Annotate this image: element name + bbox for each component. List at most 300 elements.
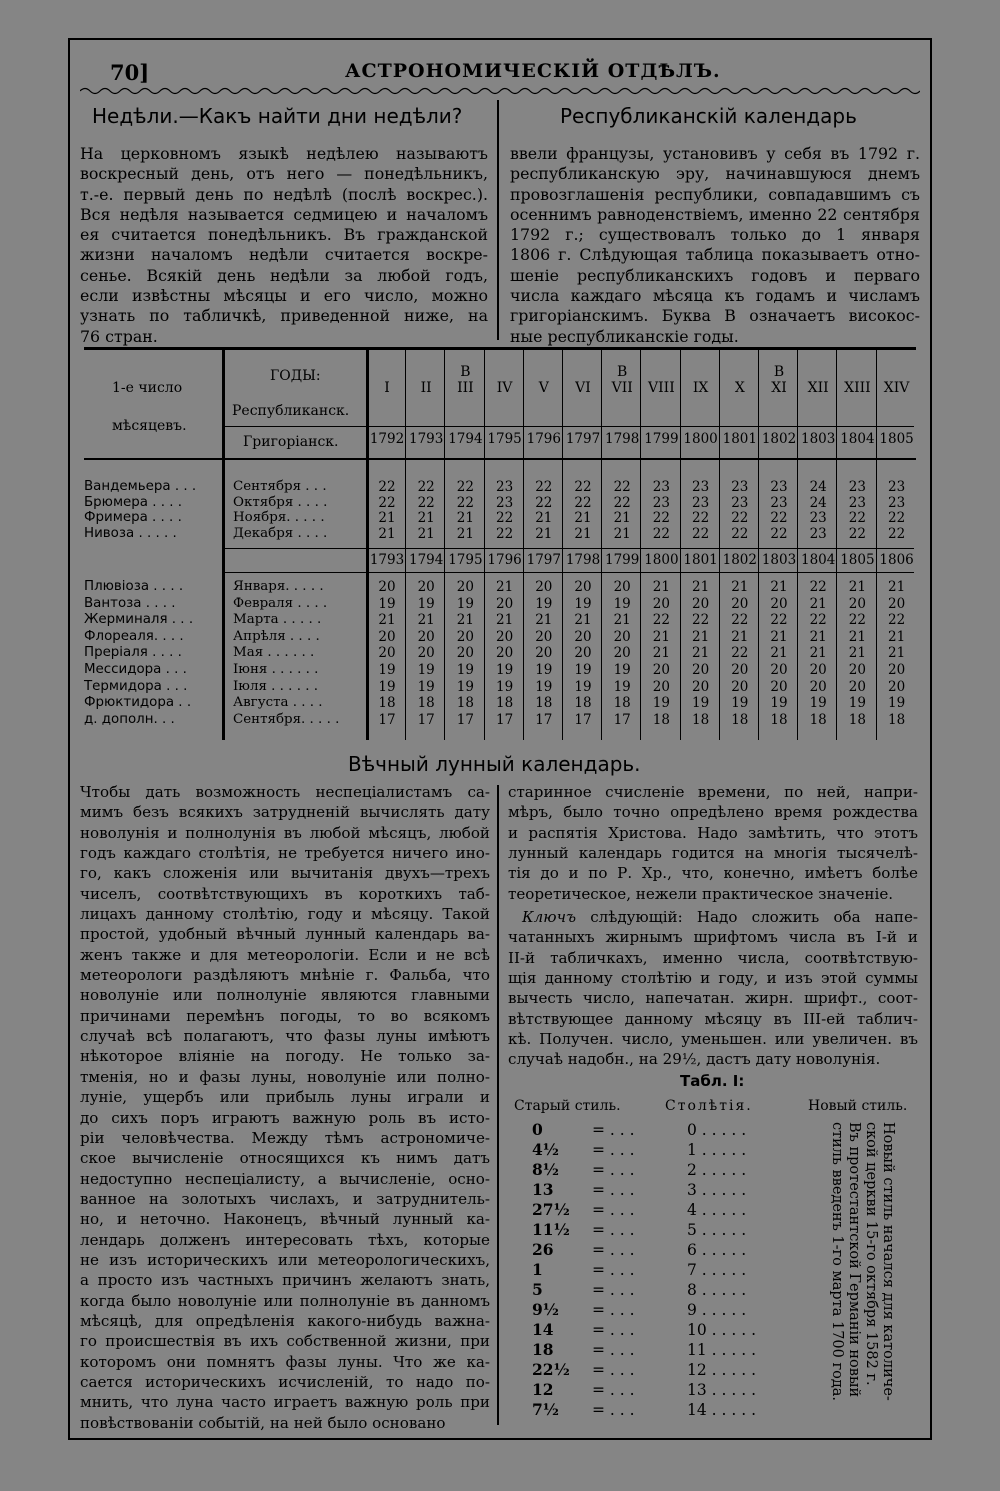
table-cell: 20 [574,628,592,645]
table-cell: 20 [456,579,474,595]
table-cell: 21 [613,525,631,542]
table-cell: 20 [848,678,866,695]
table-cell: 22 [496,510,514,526]
lunar-left-line: повѣствованіи событій, на ней было основано [80,1413,446,1432]
year-row-rule [224,548,914,549]
table-cell: 22 [378,494,396,511]
table-cell: 21 [496,579,514,595]
republ-label: Республиканск. [232,403,350,419]
table-cell: 22 [731,645,749,662]
table-cell: 22 [809,612,827,629]
old-style-value: 5 [532,1280,543,1299]
roman-year: VI [575,380,591,396]
table-cell: 18 [770,711,788,728]
table-cell: 21 [692,628,710,645]
table-cell: 21 [574,525,592,542]
lunar-left-line: тменія, но и фазы луны, новолуніе или полно- [80,1067,490,1086]
lunar-left-line: не изъ историческихъ или метеорологическихъ, [80,1250,490,1269]
republican-month: Брюмера . . . . [84,494,183,510]
year-cell: 1802 [722,552,757,568]
lunar-left-line: новолуніе или полнолуніе являются главными [80,986,490,1005]
gregorian-month: Ноября. . . . . [233,510,325,525]
century-value: 10 . . . . . [687,1321,756,1339]
gregorian-month: Декабря . . . . [233,525,328,541]
equals-sign: = . . . [592,1201,635,1219]
table-cell: 19 [613,678,631,695]
lunar-left-line: годъ каждаго столѣтія, не требуется ничего ино- [80,844,490,863]
year-cell: 1793 [369,552,405,568]
year-cell: 1804 [840,431,875,447]
table-cell: 19 [770,695,788,712]
century-value: 6 . . . . . [687,1241,747,1259]
table-cell: 20 [848,595,866,612]
table-cell: 20 [496,628,514,645]
table-cell: 20 [888,662,906,678]
table-cell: 23 [888,479,906,495]
table-cell: 20 [378,579,396,595]
table-cell: 20 [535,628,553,645]
gregorian-month: Іюня . . . . . . [233,662,319,677]
year-cell: 1796 [487,552,522,568]
lunar-key-line: вычесть число, напечатан. жирн. шрифт., соот- [508,989,918,1008]
republican-line: осеннимъ равноденствіемъ, именно 22 сентября [510,204,920,224]
table-cell: 19 [417,595,435,612]
roman-year: XII [807,380,829,396]
weekday-line: т.-е. первый день по недѣлѣ (послѣ воскрес.). [80,184,488,204]
table-cell: 20 [417,579,435,595]
table-col-rule-1 [222,350,225,740]
lunar-right-line: теоретическое, нежели практическое значеніе. [508,884,894,903]
table-cell: 20 [456,645,474,662]
table-cell: 21 [378,525,396,542]
col1-header-1: 1-е число [112,380,183,396]
table-cell: 22 [770,510,788,526]
lunar-key-line: II-й табличкахъ, именно числа, соотвѣтствую- [508,948,918,967]
equals-sign: = . . . [592,1401,635,1419]
table-cell: 18 [652,711,670,728]
table-cell: 22 [731,612,749,629]
lunar-left-line: лицахъ данному столѣтію, году и мѣсяцу. Такой [80,905,490,924]
table-cell: 22 [613,479,631,495]
top-border [68,38,932,40]
table1-row [532,1180,746,1199]
republican-month: Вантоза . . . . [84,595,176,611]
lunar-left-line: когда было новолуніе или полнолуніе въ данномъ [80,1291,490,1310]
table-cell: 22 [496,525,514,542]
republican-line: 1806 г. Слѣдующая таблица показываетъ отно- [510,245,920,265]
lunar-left-line: женъ также и для метеорологіи. Если и не всѣ [80,945,490,964]
table-cell: 23 [848,479,866,495]
old-style-value: 27½ [532,1200,570,1219]
year-cell: 1798 [565,552,601,568]
lunar-left-line: новолунія и полнолунія въ любой мѣсяцъ, любой [80,823,490,842]
year-cell: 1802 [761,431,797,447]
year-cell: 1804 [801,552,836,568]
table-cell: 22 [535,479,553,495]
republican-month: Жерминаля . . . [84,612,194,628]
century-value: 2 . . . . . [687,1161,747,1179]
leap-mark: В [617,364,628,380]
lunar-left-line: лендарь долженъ интересовать тѣхъ, которые [80,1230,490,1249]
table-cell: 19 [378,595,396,612]
lunar-right-line: лунный календарь годится на многія тысячелѣ- [508,844,918,863]
table-cell: 19 [456,678,474,695]
lunar-left-line: метеорологи раздѣляютъ мнѣніе г. Фальба, что [80,966,490,985]
old-style-value: 26 [532,1240,554,1259]
table-cell: 21 [574,510,592,526]
weekday-line: На церковномъ языкѣ недѣлею называютъ [80,144,488,163]
table-cell: 18 [809,711,827,728]
table-cell: 19 [888,695,906,712]
table1-row [532,1380,756,1399]
table-cell: 20 [496,645,514,662]
table-cell: 23 [848,494,866,511]
table-cell: 23 [496,479,514,495]
table-cell: 19 [535,678,553,695]
table-cell: 20 [378,628,396,645]
lunar-left-line: которомъ они помнятъ фазы луны. Что же ка- [80,1352,490,1371]
lunar-right-text [508,782,918,904]
table-cell: 21 [574,612,592,629]
lunar-key-line: щія данному столѣтію и году, и изъ этой суммы [508,969,918,988]
old-style-value: 7½ [532,1400,559,1419]
lunar-left-text [80,782,490,1433]
old-style-value: 13 [532,1180,554,1199]
table-cell: 19 [574,662,592,678]
table-cell: 18 [535,695,553,712]
table-cell: 20 [613,579,631,595]
year-cell: 1799 [644,431,679,447]
year-cell: 1805 [879,431,914,447]
weekday-line: воскресный день, отъ него — понедѣльникъ, [80,164,488,184]
table-cell: 21 [378,510,396,526]
table-cell: 21 [888,645,906,662]
lunar-title: Вѣчный лунный календарь. [348,752,641,776]
table-cell: 23 [652,494,670,511]
gregorian-month: Сентября . . . [233,479,327,494]
lunar-right-line: старинное счисленіе времени, по ней, напри- [508,783,918,801]
years-label: ГОДЫ: [270,368,321,384]
century-value: 5 . . . . . [687,1221,747,1239]
table-cell: 21 [378,612,396,629]
table-cell: 21 [848,628,866,645]
table-cell: 19 [574,678,592,695]
republican-line: ввели французы, установивъ у себя въ 1792 г. [510,144,920,163]
year-cell: 1794 [409,552,444,568]
table-cell: 17 [535,711,553,728]
table-cell: 20 [417,645,435,662]
year-row-rule [224,572,914,573]
roman-year: IX [692,380,709,396]
roman-year: XI [771,380,787,396]
column-divider-top [497,100,499,340]
table-cell: 22 [613,494,631,511]
equals-sign: = . . . [592,1341,635,1359]
republican-title: Республиканскій календарь [560,104,857,128]
table-cell: 20 [809,678,827,695]
republican-text [510,144,920,347]
lunar-left-line: случаѣ всѣ полагаютъ, что фазы луны имѣютъ [80,1027,490,1046]
running-head: АСТРОНОМИЧЕСКІЙ ОТДѢЛЪ. [345,60,721,82]
leap-mark: В [773,364,785,380]
century-value: 14 . . . . . [687,1401,756,1419]
gregorian-month: Апрѣля . . . . [233,628,320,644]
table-cell: 20 [770,662,788,678]
table-cell: 21 [652,579,670,595]
table-cell: 23 [770,479,788,495]
year-cell: 1805 [840,552,875,568]
weekday-line: Вся недѣля называется седмицею и началомъ [80,204,488,224]
lunar-right-line: тія до и по Р. Хр., что, конечно, имѣетъ болѣе [508,864,918,883]
century-value: 11 . . . . . [687,1341,756,1359]
table-cell: 18 [417,695,435,712]
equals-sign: = . . . [592,1281,635,1299]
table-cell: 22 [574,479,592,495]
table1-col-old: Старый стиль. [514,1098,621,1114]
table-cell: 19 [417,662,435,678]
equals-sign: = . . . [592,1321,635,1339]
new-style-note-line: Въ протестантской Германіи новый [846,1122,862,1398]
century-value: 12 . . . . . [687,1361,756,1379]
table1-title: Табл. I: [680,1072,745,1090]
old-style-value: 11½ [532,1220,570,1239]
table-cell: 19 [456,595,474,612]
table-cell: 21 [731,628,749,645]
table-cell: 17 [613,711,631,728]
year-cell: 1797 [565,431,601,447]
year-cell: 1801 [722,431,757,447]
republican-month: Мессидора . . . [84,662,187,677]
republican-month: Флореаля. . . . [84,628,184,644]
lunar-left-line: Чтобы дать возможность неспеціалистамъ са- [80,783,490,801]
table-cell: 20 [809,662,827,678]
republican-line: шеніе республиканскихъ годовъ и перваго [510,265,920,285]
table-cell: 22 [535,494,553,511]
col1-header-2: мѣсяцевъ. [112,418,187,434]
lunar-key-line: кѣ. Получен. число, уменьшен. или увеличен. въ [508,1030,918,1049]
table-cell: 19 [496,678,514,695]
table-cell: 20 [652,595,670,612]
weekday-line: ея считается понедѣльникъ. Въ гражданской [80,225,488,245]
table-cell: 20 [731,678,749,695]
table-cell: 22 [848,510,866,526]
lunar-left-line: го происшествія въ ихъ собственной жизни, при [80,1332,490,1351]
table-cell: 21 [456,525,474,542]
equals-sign: = . . . [592,1381,635,1399]
old-style-value: 22½ [532,1360,570,1379]
table-cell: 17 [456,711,474,728]
new-style-note [828,1122,896,1422]
lunar-left-line: го, какъ сложенія или вычитанія двухъ—трехъ [80,864,490,883]
gregorian-month: Марта . . . . . [233,612,322,628]
roman-year: XIV [883,380,910,396]
lunar-left-line: причинами перемѣнъ погоды, то во всякомъ [80,1006,490,1025]
table-cell: 18 [888,711,906,728]
equals-sign: = . . . [592,1161,635,1179]
table-cell: 21 [770,628,788,645]
roman-year: IV [496,380,513,396]
table-cell: 23 [770,494,788,511]
table-cell: 17 [574,711,592,728]
table1-row [532,1400,756,1419]
table1-row [532,1260,746,1279]
table-cell: 22 [417,479,435,495]
century-value: 4 . . . . . [687,1201,747,1219]
table1-row [532,1160,746,1179]
wavy-rule-top [80,86,920,96]
republican-line: провозглашенія республики, совпадавшимъ съ [510,184,920,204]
table-cell: 23 [731,494,749,511]
table-cell: 20 [770,678,788,695]
table-cell: 22 [731,510,749,526]
table-cell: 21 [535,525,553,542]
table-cell: 22 [692,612,710,629]
republican-line: григоріанскимъ. Буква В означаетъ високос- [510,306,920,326]
lunar-left-line: ское вычисленіе относящихся къ нимъ датъ [80,1149,490,1168]
lunar-key-line: вѣтствующее данному мѣсяцу въ III-ей таблич- [508,1009,918,1028]
lunar-right-line: и распятія Христова. Надо замѣтить, что этотъ [508,823,918,842]
table-cell: 21 [731,579,749,595]
bottom-border [68,1438,932,1440]
year-cell: 1799 [605,552,640,568]
roman-year: X [734,380,745,396]
year-cell: 1793 [409,431,444,447]
table-cell: 18 [456,695,474,712]
old-style-value: 4½ [532,1140,559,1159]
table-cell: 20 [652,662,670,678]
greg-label: Григоріанск. [243,434,339,450]
table-cell: 19 [731,695,749,712]
weekday-line: жизни началомъ недѣли считается воскре- [80,245,488,265]
table-cell: 21 [848,645,866,662]
table-cell: 19 [613,662,631,678]
table-header-bottom-rule [84,458,916,460]
gregorian-month: Іюля . . . . . . [233,678,318,694]
lunar-left-line: мимъ безъ всякихъ затрудненій вычислять дату [80,803,490,822]
table-cell: 19 [417,678,435,695]
table-cell: 21 [692,579,710,595]
table1-row [532,1360,756,1379]
table-cell: 22 [692,510,710,526]
table-cell: 22 [692,525,710,542]
equals-sign: = . . . [592,1141,635,1159]
century-value: 3 . . . . . [687,1181,747,1199]
year-cell: 1803 [801,431,836,447]
left-border [68,38,70,1440]
table-cell: 20 [456,628,474,645]
year-cell: 1796 [526,431,561,447]
table-cell: 21 [652,645,670,662]
table-cell: 19 [613,595,631,612]
table1-row [532,1280,746,1299]
table-cell: 18 [613,695,631,712]
table-cell: 18 [848,711,866,728]
gregorian-month: Января. . . . . [233,579,324,594]
key-word: Ключъ [522,908,577,926]
year-cell: 1798 [605,431,640,447]
table-cell: 22 [417,494,435,511]
table-cell: 20 [692,678,710,695]
table-cell: 21 [809,595,827,612]
table-subrule [224,426,914,427]
year-cell: 1792 [369,431,405,447]
table-cell: 22 [888,612,906,629]
century-value: 7 . . . . . [687,1261,747,1279]
table1-row [532,1240,746,1259]
table-cell: 22 [456,494,474,511]
table-cell: 23 [692,494,710,511]
table-cell: 18 [692,711,710,728]
lunar-left-line: чиселъ, соотвѣтствующихъ въ короткихъ таб- [80,884,490,903]
gregorian-month: Февраля . . . . [233,595,328,611]
old-style-value: 1 [532,1260,543,1279]
table-cell: 22 [652,510,670,526]
old-style-value: 14 [532,1320,554,1339]
table-cell: 22 [574,494,592,511]
year-cell: 1806 [879,552,914,568]
old-style-value: 12 [532,1380,554,1399]
table-cell: 20 [731,595,749,612]
republican-month: д. дополн. . . [84,711,175,727]
republican-line: числа каждаго мѣсяца къ годамъ и числамъ [510,286,920,306]
year-cell: 1800 [683,431,718,447]
lunar-left-line: мнить, что луна часто играетъ важную роль при [80,1393,490,1412]
table-cell: 22 [888,510,906,526]
table1-row [532,1140,746,1159]
table-cell: 18 [378,695,396,712]
table-cell: 20 [888,595,906,612]
table-cell: 20 [574,579,592,595]
lunar-key-line: случаѣ надобн., на 29½, дастъ дату новолунія. [508,1050,881,1069]
table-cell: 18 [496,695,514,712]
table-cell: 20 [652,678,670,695]
table1-col-new: Новый стиль. [808,1098,908,1114]
gregorian-month: Августа . . . . [233,695,323,711]
republican-line: республиканскую эру, начинавшуюся днемъ [510,164,920,184]
lunar-key-line: Ключъ слѣдующій: Надо сложить оба напе- [522,908,918,926]
roman-year: VII [611,380,633,396]
table1-row [532,1300,746,1319]
table-cell: 23 [888,494,906,511]
century-value: 13 . . . . . [687,1381,756,1399]
lunar-key-text [508,907,918,1070]
lunar-left-line: ріи человѣчества. Между тѣмъ астрономиче- [80,1128,490,1147]
table-cell: 23 [652,479,670,495]
table-cell: 20 [770,595,788,612]
table-cell: 21 [848,579,866,595]
table-cell: 21 [888,579,906,595]
table-cell: 19 [692,695,710,712]
lunar-left-line: простой, удобный вѣчный лунный календарь ва- [80,925,490,944]
table-cell: 19 [456,662,474,678]
table-cell: 21 [417,510,435,526]
weekday-line: сенье. Всякій день недѣли за любой годъ, [80,265,488,285]
table-cell: 20 [613,628,631,645]
lunar-left-line: мѣсяцѣ, для опредѣленія какого-нибудь важна- [80,1311,490,1330]
table-cell: 20 [496,595,514,612]
table-cell: 20 [535,645,553,662]
table-cell: 22 [770,525,788,542]
lunar-left-line: сается историческихъ исчисленій, то надо по- [80,1372,490,1391]
equals-sign: = . . . [592,1301,635,1319]
table-cell: 21 [535,612,553,629]
republican-month: Преріаля . . . . [84,645,182,661]
gregorian-month: Сентября. . . . . [233,711,340,727]
table-cell: 19 [809,695,827,712]
republican-month: Термидора . . . [84,678,188,694]
republican-month: Плювіоза . . . . [84,579,184,594]
table-cell: 20 [848,662,866,678]
